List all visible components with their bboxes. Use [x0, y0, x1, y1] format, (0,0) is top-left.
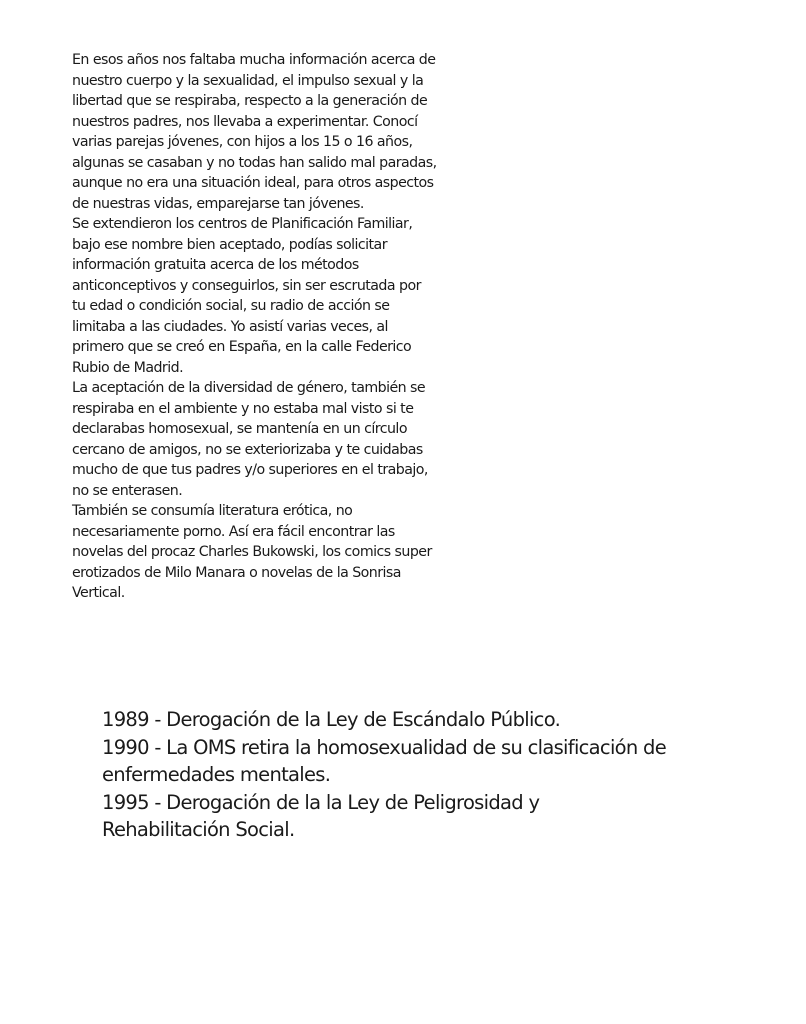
- body-line: algunas se casaban y no todas han salido mal paradas,: [72, 154, 437, 171]
- body-line: bajo ese nombre bien aceptado, podías solicitar: [72, 236, 387, 253]
- timeline-list: [102, 706, 702, 844]
- body-line: información gratuita acerca de los métodos: [72, 257, 359, 273]
- body-line: Rubio de Madrid.: [72, 359, 184, 376]
- body-line: no se enterasen.: [72, 482, 183, 499]
- body-line: mucho de que tus padres y/o superiores en el trabajo,: [72, 462, 428, 478]
- timeline-line: 1990 - La OMS retira la homosexualidad de su clasificación de: [102, 735, 667, 759]
- body-line: varias parejas jóvenes, con hijos a los 15 o 16 años,: [72, 134, 413, 150]
- body-line: primero que se creó en España, en la calle Federico: [72, 339, 412, 355]
- body-line: de nuestras vidas, emparejarse tan jóvenes.: [72, 195, 364, 212]
- body-line: novelas del procaz Charles Bukowski, los comics super: [72, 544, 432, 560]
- body-line: nuestros padres, nos llevaba a experimentar. Conocí: [72, 113, 418, 130]
- body-line: Se extendieron los centros de Planificación Familiar,: [72, 216, 413, 232]
- body-line: erotizados de Milo Manara o novelas de la Sonrisa: [72, 564, 401, 581]
- body-line: También se consumía literatura erótica, no: [72, 503, 353, 519]
- body-line: declarabas homosexual, se mantenía en un círculo: [72, 421, 407, 437]
- body-paragraphs: [72, 50, 472, 604]
- body-line: limitaba a las ciudades. Yo asistí varias veces, al: [72, 318, 388, 335]
- body-line: La aceptación de la diversidad de género, también se: [72, 380, 426, 396]
- timeline-line: 1989 - Derogación de la Ley de Escándalo Público.: [102, 708, 561, 731]
- timeline-line: 1995 - Derogación de la la Ley de Peligrosidad y: [102, 790, 540, 814]
- body-line: tu edad o condición social, su radio de acción se: [72, 298, 390, 314]
- timeline-line: enfermedades mentales.: [102, 763, 331, 786]
- body-line: libertad que se respiraba, respecto a la generación de: [72, 93, 428, 109]
- body-line: En esos años nos faltaba mucha información acerca de: [72, 52, 436, 68]
- body-line: nuestro cuerpo y la sexualidad, el impulso sexual y la: [72, 72, 424, 89]
- body-line: anticonceptivos y conseguirlos, sin ser escrutada por: [72, 277, 421, 294]
- body-line: aunque no era una situación ideal, para otros aspectos: [72, 175, 434, 191]
- body-line: cercano de amigos, no se exteriorizaba y te cuidabas: [72, 441, 423, 458]
- body-line: necesariamente porno. Así era fácil encontrar las: [72, 523, 395, 540]
- body-line: Vertical.: [72, 585, 125, 601]
- body-line: respiraba en el ambiente y no estaba mal visto si te: [72, 400, 414, 417]
- timeline-line: Rehabilitación Social.: [102, 818, 295, 841]
